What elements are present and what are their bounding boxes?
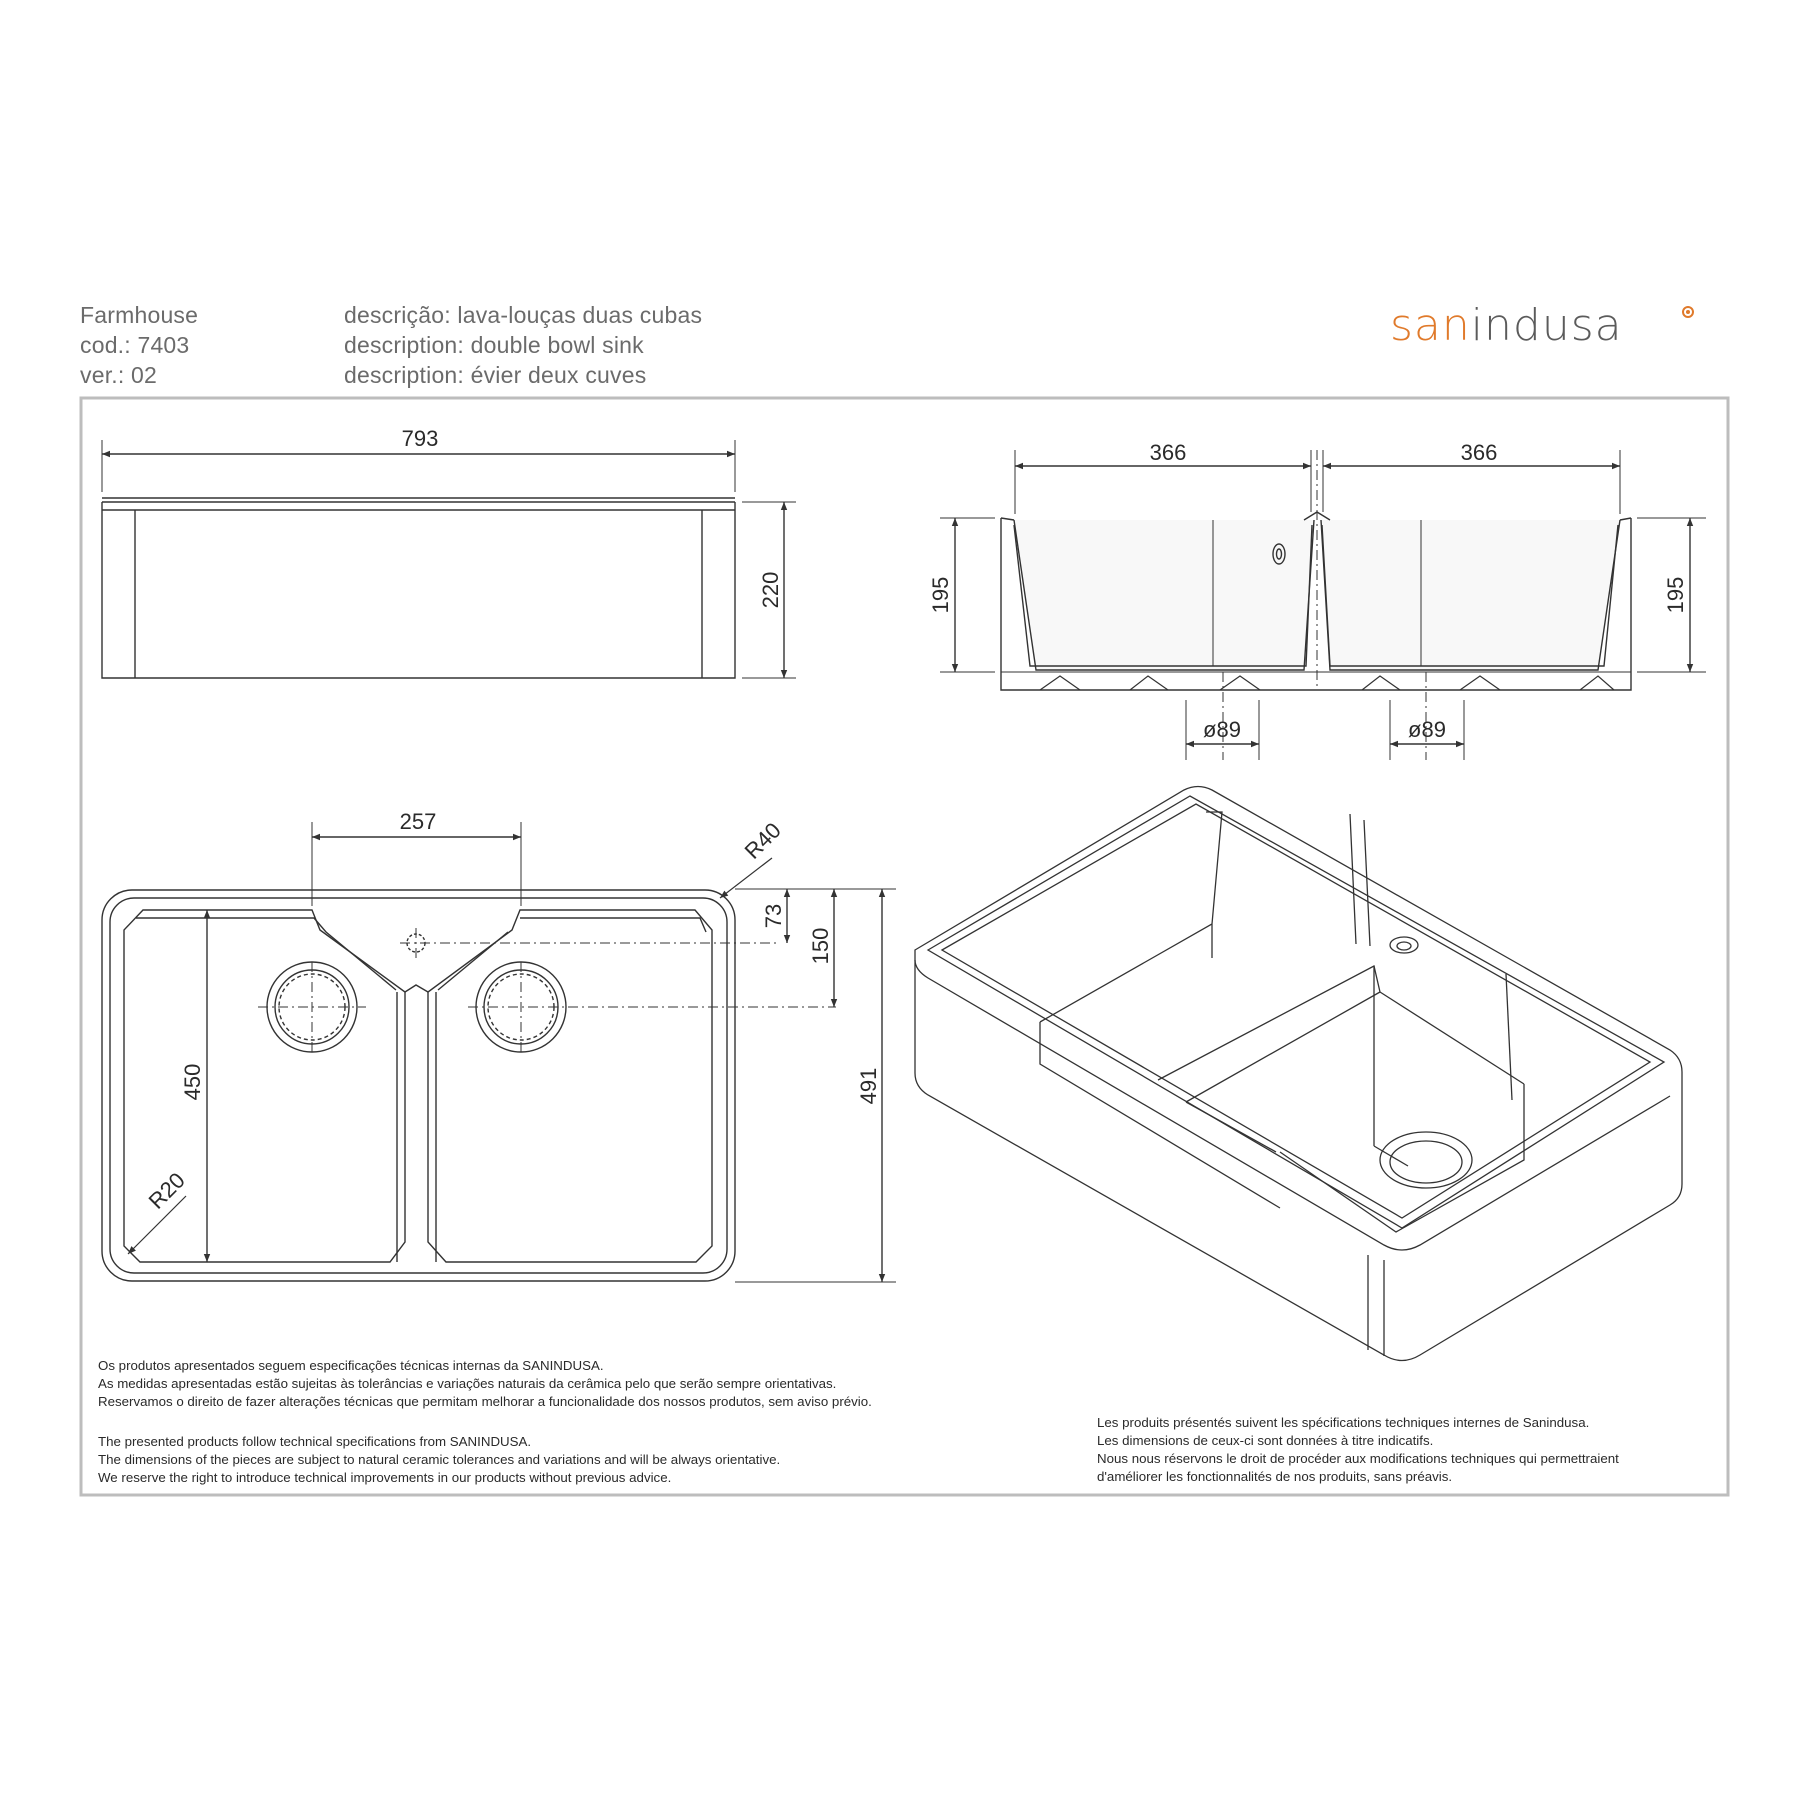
leader-corner-radius (720, 858, 772, 898)
note-line: Os produtos apresentados seguem especificações técnicas internas da SANINDUSA. (98, 1358, 604, 1373)
section-view (940, 450, 1706, 760)
label-drain-spacing: 257 (399, 809, 437, 834)
notes-french (1097, 1414, 1619, 1486)
notes-portuguese (98, 1357, 872, 1411)
note-line: We reserve the right to introduce technical improvements in our products without previous advice. (98, 1470, 672, 1485)
version: ver.: 02 (80, 362, 158, 388)
note-line: Reservamos o direito de fazer alterações técnicas que permitam melhorar a funcionalidade dos nossos produtos, sem aviso prévio. (98, 1394, 872, 1409)
note-line: Les dimensions de ceux-ci sont données à titre indicatifs. (1097, 1433, 1434, 1448)
note-line: Les produits présentés suivent les spécifications techniques internes de Sanindusa. (1097, 1415, 1590, 1430)
label-outer-depth: 491 (856, 1067, 881, 1105)
notes-english (98, 1433, 780, 1487)
product-code: cod.: 7403 (80, 332, 190, 358)
logo-part-indusa: indusa (1470, 300, 1623, 351)
note-line: d'améliorer les fonctionnalités de nos produits, sans préavis. (1097, 1469, 1453, 1484)
isometric-view (915, 787, 1682, 1361)
description-pt: descrição: lava-louças duas cubas (344, 302, 703, 328)
note-line: The dimensions of the pieces are subject to natural ceramic tolerances and variations and will be always orientative. (98, 1452, 781, 1467)
label-left-drain: ø89 (1203, 717, 1241, 742)
logo-part-san: san (1390, 300, 1471, 351)
label-width: 793 (401, 426, 439, 451)
label-left-bowl-depth: 195 (928, 576, 953, 614)
label-right-bowl-width: 366 (1460, 440, 1498, 465)
model-name: Farmhouse (80, 302, 199, 328)
label-corner-radius: R40 (739, 817, 786, 864)
label-left-bowl-width: 366 (1149, 440, 1187, 465)
label-right-bowl-depth: 195 (1663, 576, 1688, 614)
note-line: The presented products follow technical specifications from SANINDUSA. (98, 1434, 532, 1449)
label-drain-offset: 150 (808, 927, 833, 965)
note-line: Nous nous réservons le droit de procéder aux modifications techniques qui permettraient (1097, 1451, 1619, 1466)
label-height: 220 (758, 571, 783, 609)
description-en: description: double bowl sink (344, 332, 644, 358)
plan-view (102, 822, 896, 1282)
label-tap-offset: 73 (761, 903, 786, 929)
description-fr: description: évier deux cuves (344, 362, 647, 388)
label-inner-radius: R20 (143, 1167, 190, 1214)
label-right-drain: ø89 (1408, 717, 1446, 742)
front-view (102, 440, 796, 678)
label-inner-depth: 450 (180, 1063, 205, 1101)
note-line: As medidas apresentadas estão sujeitas às tolerâncias e variações naturais da cerâmica pelo que serão sempre orientativas. (98, 1376, 837, 1391)
